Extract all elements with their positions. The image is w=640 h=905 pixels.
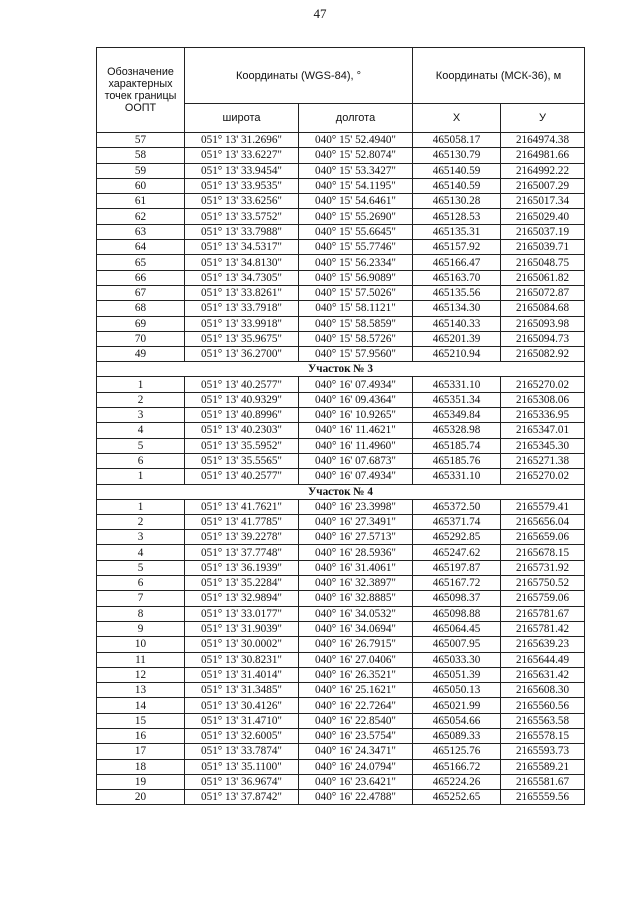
y-cell: 2165029.40: [501, 209, 585, 224]
longitude-cell: 040° 16' 27.3491": [299, 514, 413, 529]
latitude-cell: 051° 13' 33.9918": [185, 316, 299, 331]
latitude-cell: 051° 13' 40.9329": [185, 392, 299, 407]
y-cell: 2165659.06: [501, 530, 585, 545]
point-number: 2: [97, 514, 185, 529]
y-cell: 2165094.73: [501, 331, 585, 346]
y-cell: 2165061.82: [501, 270, 585, 285]
latitude-cell: 051° 13' 30.8231": [185, 652, 299, 667]
longitude-cell: 040° 15' 57.5026": [299, 285, 413, 300]
point-number: 7: [97, 591, 185, 606]
longitude-cell: 040° 15' 58.1121": [299, 301, 413, 316]
table-row: [97, 224, 585, 239]
point-number: 1: [97, 377, 185, 392]
longitude-cell: 040° 15' 53.3427": [299, 163, 413, 178]
latitude-cell: 051° 13' 34.8130": [185, 255, 299, 270]
latitude-cell: 051° 13' 39.2278": [185, 530, 299, 545]
point-label-header: Обозначение характерных точек границы ООПТ: [97, 48, 185, 133]
point-number: 65: [97, 255, 185, 270]
table-row: [97, 728, 585, 743]
y-cell: 2165037.19: [501, 224, 585, 239]
latitude-cell: 051° 13' 36.1939": [185, 560, 299, 575]
table-row: [97, 163, 585, 178]
y-cell: 2165656.04: [501, 514, 585, 529]
point-number: 16: [97, 728, 185, 743]
longitude-cell: 040° 15' 54.1195": [299, 178, 413, 193]
x-cell: 465185.74: [413, 438, 501, 453]
x-cell: 465197.87: [413, 560, 501, 575]
point-number: 12: [97, 667, 185, 682]
point-number: 6: [97, 453, 185, 468]
x-cell: 465054.66: [413, 713, 501, 728]
longitude-cell: 040° 15' 57.9560": [299, 347, 413, 362]
point-number: 64: [97, 240, 185, 255]
longitude-cell: 040° 16' 10.9265": [299, 408, 413, 423]
y-cell: 2165072.87: [501, 285, 585, 300]
y-header: У: [501, 104, 585, 133]
x-header: X: [413, 104, 501, 133]
x-cell: 465163.70: [413, 270, 501, 285]
page-number: 47: [313, 6, 327, 21]
point-number: 66: [97, 270, 185, 285]
table-row: [97, 255, 585, 270]
latitude-cell: 051° 13' 33.9535": [185, 178, 299, 193]
y-cell: 2165048.75: [501, 255, 585, 270]
y-cell: 2165308.06: [501, 392, 585, 407]
latitude-cell: 051° 13' 31.2696": [185, 133, 299, 148]
point-number: 8: [97, 606, 185, 621]
point-number: 4: [97, 545, 185, 560]
x-cell: 465224.26: [413, 774, 501, 789]
y-cell: 2165731.92: [501, 560, 585, 575]
x-cell: 465166.72: [413, 759, 501, 774]
y-cell: 2165589.21: [501, 759, 585, 774]
latitude-cell: 051° 13' 30.4126": [185, 698, 299, 713]
y-cell: 2165039.71: [501, 240, 585, 255]
x-cell: 465157.92: [413, 240, 501, 255]
x-cell: 465058.17: [413, 133, 501, 148]
point-number: 11: [97, 652, 185, 667]
longitude-cell: 040° 16' 28.5936": [299, 545, 413, 560]
longitude-cell: 040° 16' 24.0794": [299, 759, 413, 774]
latitude-cell: 051° 13' 31.4710": [185, 713, 299, 728]
latitude-cell: 051° 13' 40.8996": [185, 408, 299, 423]
point-number: 58: [97, 148, 185, 163]
point-number: 6: [97, 576, 185, 591]
longitude-cell: 040° 16' 34.0532": [299, 606, 413, 621]
latitude-cell: 051° 13' 31.3485": [185, 683, 299, 698]
table-row: [97, 514, 585, 529]
x-cell: 465140.59: [413, 178, 501, 193]
longitude-cell: 040° 16' 22.7264": [299, 698, 413, 713]
latitude-cell: 051° 13' 33.7988": [185, 224, 299, 239]
table-row: [97, 285, 585, 300]
x-cell: 465098.88: [413, 606, 501, 621]
y-cell: 2165271.38: [501, 453, 585, 468]
latitude-cell: 051° 13' 40.2577": [185, 469, 299, 484]
latitude-cell: 051° 13' 34.7305": [185, 270, 299, 285]
longitude-cell: 040° 16' 07.6873": [299, 453, 413, 468]
latitude-cell: 051° 13' 35.9675": [185, 331, 299, 346]
table-row: [97, 560, 585, 575]
latitude-cell: 051° 13' 35.1100": [185, 759, 299, 774]
latitude-cell: 051° 13' 33.0177": [185, 606, 299, 621]
y-cell: 2165084.68: [501, 301, 585, 316]
longitude-cell: 040° 16' 31.4061": [299, 560, 413, 575]
point-number: 14: [97, 698, 185, 713]
point-number: 17: [97, 744, 185, 759]
y-cell: 2165082.92: [501, 347, 585, 362]
point-number: 69: [97, 316, 185, 331]
table-row: [97, 621, 585, 636]
longitude-cell: 040° 16' 26.7915": [299, 637, 413, 652]
x-cell: 465033.30: [413, 652, 501, 667]
y-cell: 2164981.66: [501, 148, 585, 163]
y-cell: 2165347.01: [501, 423, 585, 438]
y-cell: 2165631.42: [501, 667, 585, 682]
longitude-cell: 040° 15' 54.6461": [299, 194, 413, 209]
table-row: [97, 576, 585, 591]
y-cell: 2165578.15: [501, 728, 585, 743]
x-cell: 465125.76: [413, 744, 501, 759]
x-cell: 465210.94: [413, 347, 501, 362]
point-number: 19: [97, 774, 185, 789]
x-cell: 465021.99: [413, 698, 501, 713]
table-row: [97, 347, 585, 362]
x-cell: 465130.79: [413, 148, 501, 163]
wgs-header: Координаты (WGS-84), °: [185, 48, 413, 104]
x-cell: 465331.10: [413, 377, 501, 392]
x-cell: 465140.59: [413, 163, 501, 178]
section-title-row: [97, 362, 585, 377]
point-number: 18: [97, 759, 185, 774]
y-cell: 2165639.23: [501, 637, 585, 652]
y-cell: 2165781.42: [501, 621, 585, 636]
section-title: Участок № 4: [97, 484, 585, 499]
table-row: [97, 667, 585, 682]
y-cell: 2165579.41: [501, 499, 585, 514]
latitude-cell: 051° 13' 36.9674": [185, 774, 299, 789]
point-number: 4: [97, 423, 185, 438]
x-cell: 465134.30: [413, 301, 501, 316]
y-cell: 2165345.30: [501, 438, 585, 453]
y-cell: 2165270.02: [501, 377, 585, 392]
table-row: [97, 499, 585, 514]
x-cell: 465328.98: [413, 423, 501, 438]
x-cell: 465135.31: [413, 224, 501, 239]
longitude-cell: 040° 16' 11.4621": [299, 423, 413, 438]
table-row: [97, 591, 585, 606]
y-cell: 2165007.29: [501, 178, 585, 193]
longitude-header: долгота: [299, 104, 413, 133]
latitude-cell: 051° 13' 33.6227": [185, 148, 299, 163]
x-cell: 465128.53: [413, 209, 501, 224]
longitude-cell: 040° 15' 55.7746": [299, 240, 413, 255]
latitude-cell: 051° 13' 33.7918": [185, 301, 299, 316]
longitude-cell: 040° 16' 32.3897": [299, 576, 413, 591]
latitude-cell: 051° 13' 40.2577": [185, 377, 299, 392]
point-number: 63: [97, 224, 185, 239]
longitude-cell: 040° 16' 09.4364": [299, 392, 413, 407]
table-row: [97, 698, 585, 713]
x-cell: 465292.85: [413, 530, 501, 545]
point-number: 5: [97, 438, 185, 453]
longitude-cell: 040° 16' 22.4788": [299, 790, 413, 805]
latitude-cell: 051° 13' 32.6005": [185, 728, 299, 743]
point-number: 57: [97, 133, 185, 148]
point-number: 67: [97, 285, 185, 300]
table-row: [97, 316, 585, 331]
x-cell: 465130.28: [413, 194, 501, 209]
x-cell: 465372.50: [413, 499, 501, 514]
longitude-cell: 040° 16' 26.3521": [299, 667, 413, 682]
x-cell: 465201.39: [413, 331, 501, 346]
table-row: [97, 545, 585, 560]
table-row: [97, 392, 585, 407]
table-row: [97, 530, 585, 545]
longitude-cell: 040° 16' 11.4960": [299, 438, 413, 453]
longitude-cell: 040° 15' 55.6645": [299, 224, 413, 239]
x-cell: 465064.45: [413, 621, 501, 636]
section-title: Участок № 3: [97, 362, 585, 377]
table-row: [97, 423, 585, 438]
table-row: [97, 606, 585, 621]
longitude-cell: 040° 16' 24.3471": [299, 744, 413, 759]
table-row: [97, 148, 585, 163]
msk-header: Координаты (МСК-36), м: [413, 48, 585, 104]
y-cell: 2165336.95: [501, 408, 585, 423]
point-number: 3: [97, 408, 185, 423]
point-number: 68: [97, 301, 185, 316]
latitude-cell: 051° 13' 41.7621": [185, 499, 299, 514]
latitude-cell: 051° 13' 40.2303": [185, 423, 299, 438]
latitude-cell: 051° 13' 31.4014": [185, 667, 299, 682]
latitude-cell: 051° 13' 30.0002": [185, 637, 299, 652]
table-row: [97, 774, 585, 789]
y-cell: 2165563.58: [501, 713, 585, 728]
longitude-cell: 040° 16' 34.0694": [299, 621, 413, 636]
latitude-cell: 051° 13' 33.5752": [185, 209, 299, 224]
y-cell: 2165560.56: [501, 698, 585, 713]
y-cell: 2164974.38: [501, 133, 585, 148]
y-cell: 2165017.34: [501, 194, 585, 209]
latitude-cell: 051° 13' 34.5317": [185, 240, 299, 255]
longitude-cell: 040° 16' 27.5713": [299, 530, 413, 545]
y-cell: 2165608.30: [501, 683, 585, 698]
point-number: 9: [97, 621, 185, 636]
latitude-cell: 051° 13' 35.2284": [185, 576, 299, 591]
table-row: [97, 438, 585, 453]
y-cell: 2165559.56: [501, 790, 585, 805]
latitude-cell: 051° 13' 33.8261": [185, 285, 299, 300]
latitude-cell: 051° 13' 33.6256": [185, 194, 299, 209]
table-row: [97, 377, 585, 392]
y-cell: 2165678.15: [501, 545, 585, 560]
table-row: [97, 194, 585, 209]
point-number: 3: [97, 530, 185, 545]
x-cell: 465089.33: [413, 728, 501, 743]
latitude-cell: 051° 13' 37.7748": [185, 545, 299, 560]
table-row: [97, 301, 585, 316]
longitude-cell: 040° 16' 32.8885": [299, 591, 413, 606]
latitude-cell: 051° 13' 33.7874": [185, 744, 299, 759]
longitude-cell: 040° 16' 27.0406": [299, 652, 413, 667]
y-cell: 2165270.02: [501, 469, 585, 484]
latitude-cell: 051° 13' 36.2700": [185, 347, 299, 362]
section-title-row: [97, 484, 585, 499]
longitude-cell: 040° 16' 25.1621": [299, 683, 413, 698]
x-cell: 465098.37: [413, 591, 501, 606]
table-row: [97, 759, 585, 774]
latitude-cell: 051° 13' 31.9039": [185, 621, 299, 636]
point-number: 70: [97, 331, 185, 346]
point-number: 10: [97, 637, 185, 652]
table-row: [97, 331, 585, 346]
x-cell: 465051.39: [413, 667, 501, 682]
point-number: 5: [97, 560, 185, 575]
x-cell: 465247.62: [413, 545, 501, 560]
table-row: [97, 240, 585, 255]
table-row: [97, 408, 585, 423]
longitude-cell: 040° 16' 23.6421": [299, 774, 413, 789]
point-number: 15: [97, 713, 185, 728]
table-row: [97, 713, 585, 728]
y-cell: 2165750.52: [501, 576, 585, 591]
table-row: [97, 209, 585, 224]
longitude-cell: 040° 16' 22.8540": [299, 713, 413, 728]
latitude-cell: 051° 13' 32.9894": [185, 591, 299, 606]
y-cell: 2165093.98: [501, 316, 585, 331]
longitude-cell: 040° 15' 56.9089": [299, 270, 413, 285]
table-row: [97, 652, 585, 667]
table-row: [97, 683, 585, 698]
point-number: 49: [97, 347, 185, 362]
x-cell: 465252.65: [413, 790, 501, 805]
latitude-cell: 051° 13' 33.9454": [185, 163, 299, 178]
longitude-cell: 040° 15' 58.5726": [299, 331, 413, 346]
table-row: [97, 133, 585, 148]
point-number: 20: [97, 790, 185, 805]
longitude-cell: 040° 16' 07.4934": [299, 377, 413, 392]
x-cell: 465007.95: [413, 637, 501, 652]
table-row: [97, 637, 585, 652]
latitude-cell: 051° 13' 35.5565": [185, 453, 299, 468]
latitude-cell: 051° 13' 41.7785": [185, 514, 299, 529]
longitude-cell: 040° 16' 23.5754": [299, 728, 413, 743]
longitude-cell: 040° 16' 07.4934": [299, 469, 413, 484]
table-row: [97, 469, 585, 484]
table-row: [97, 270, 585, 285]
longitude-cell: 040° 15' 56.2334": [299, 255, 413, 270]
point-number: 59: [97, 163, 185, 178]
latitude-cell: 051° 13' 35.5952": [185, 438, 299, 453]
table-row: [97, 744, 585, 759]
y-cell: 2164992.22: [501, 163, 585, 178]
latitude-header: широта: [185, 104, 299, 133]
coordinates-body: [97, 133, 585, 805]
longitude-cell: 040° 15' 52.8074": [299, 148, 413, 163]
point-number: 1: [97, 499, 185, 514]
x-cell: 465351.34: [413, 392, 501, 407]
y-cell: 2165593.73: [501, 744, 585, 759]
point-number: 62: [97, 209, 185, 224]
x-cell: 465349.84: [413, 408, 501, 423]
point-number: 1: [97, 469, 185, 484]
table-row: [97, 178, 585, 193]
table-row: [97, 790, 585, 805]
x-cell: 465371.74: [413, 514, 501, 529]
x-cell: 465140.33: [413, 316, 501, 331]
longitude-cell: 040° 15' 52.4940": [299, 133, 413, 148]
longitude-cell: 040° 16' 23.3998": [299, 499, 413, 514]
x-cell: 465166.47: [413, 255, 501, 270]
x-cell: 465050.13: [413, 683, 501, 698]
coordinates-table: [96, 47, 585, 805]
x-cell: 465167.72: [413, 576, 501, 591]
longitude-cell: 040° 15' 58.5859": [299, 316, 413, 331]
point-number: 2: [97, 392, 185, 407]
point-number: 13: [97, 683, 185, 698]
x-cell: 465135.56: [413, 285, 501, 300]
y-cell: 2165781.67: [501, 606, 585, 621]
point-number: 61: [97, 194, 185, 209]
y-cell: 2165759.06: [501, 591, 585, 606]
longitude-cell: 040° 15' 55.2690": [299, 209, 413, 224]
y-cell: 2165581.67: [501, 774, 585, 789]
y-cell: 2165644.49: [501, 652, 585, 667]
latitude-cell: 051° 13' 37.8742": [185, 790, 299, 805]
point-number: 60: [97, 178, 185, 193]
table-row: [97, 453, 585, 468]
x-cell: 465185.76: [413, 453, 501, 468]
x-cell: 465331.10: [413, 469, 501, 484]
